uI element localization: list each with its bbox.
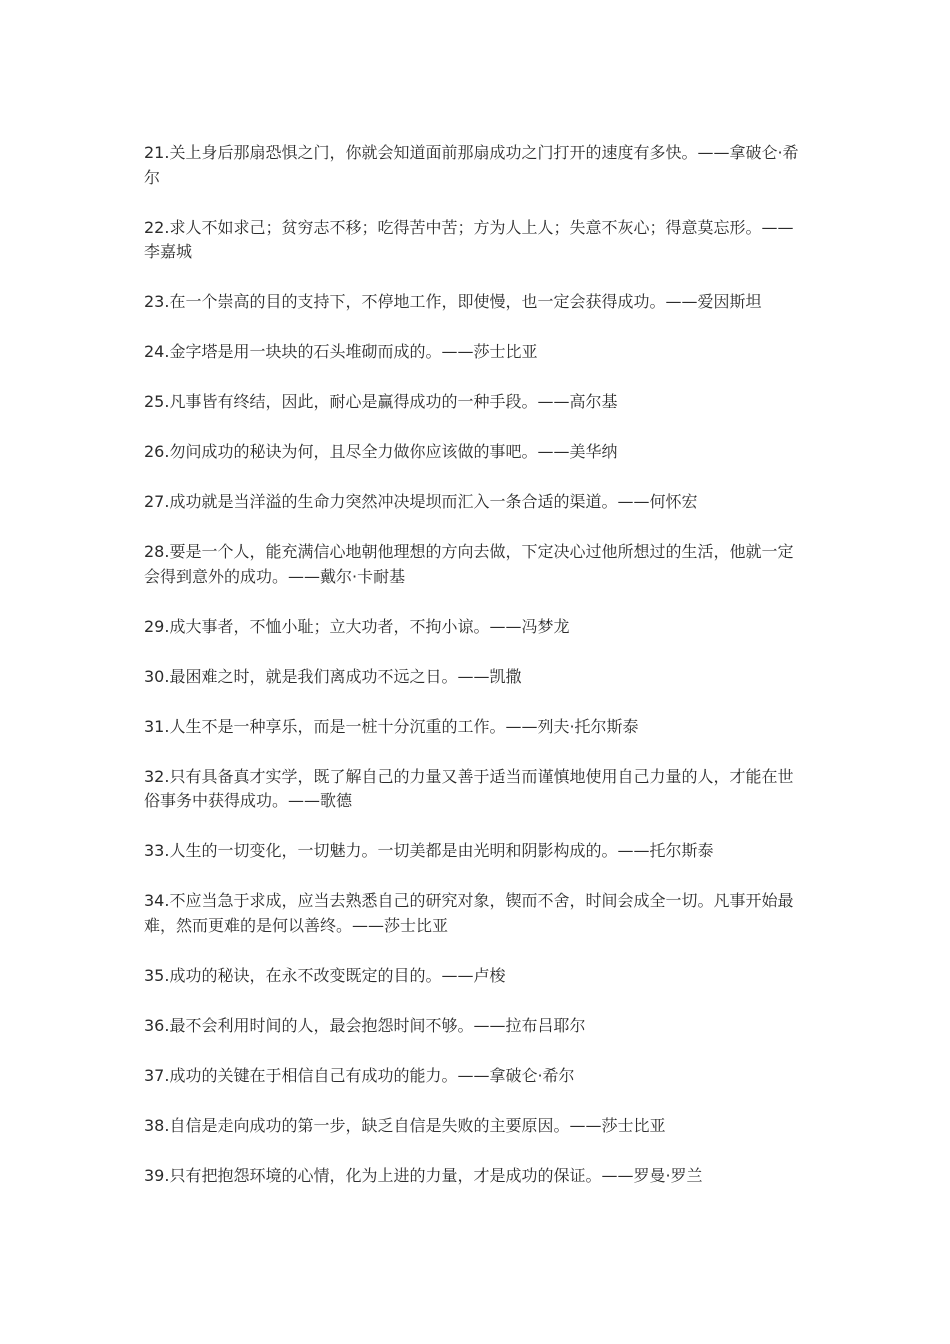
quote-item-32: 32.只有具备真才实学，既了解自己的力量又善于适当而谨慎地使用自己力量的人，才能在世俗事务中获得成功。——歌德 [144, 766, 794, 810]
quote-item-35: 35.成功的秘诀，在永不改变既定的目的。——卢梭 [144, 965, 506, 985]
quote-item-24: 24.金字塔是用一块块的石头堆砌而成的。——莎士比亚 [144, 342, 538, 361]
quote-item-36: 36.最不会利用时间的人，最会抱怨时间不够。——拉布吕耶尔 [144, 1015, 586, 1035]
quote-item-25: 25.凡事皆有终结，因此，耐心是赢得成功的一种手段。——高尔基 [144, 392, 618, 411]
quote-item-26: 26.勿问成功的秘诀为何，且尽全力做你应该做的事吧。——美华纳 [144, 442, 618, 461]
quote-item-37: 37.成功的关键在于相信自己有成功的能力。——拿破仑·希尔 [144, 1065, 575, 1085]
quote-item-21: 21.关上身后那扇恐惧之门，你就会知道面前那扇成功之门打开的速度有多快。——拿破仑·希尔 [144, 143, 799, 187]
quote-item-28: 28.要是一个人，能充满信心地朝他理想的方向去做，下定决心过他所想过的生活，他就一定会得到意外的成功。——戴尔·卡耐基 [144, 542, 794, 586]
quote-item-27: 27.成功就是当洋溢的生命力突然冲决堤坝而汇入一条合适的渠道。——何怀宏 [144, 492, 698, 511]
quote-item-31: 31.人生不是一种享乐，而是一桩十分沉重的工作。——列夫·托尔斯泰 [144, 716, 639, 736]
quote-item-34: 34.不应当急于求成，应当去熟悉自己的研究对象，锲而不舍，时间会成全一切。凡事开始最难，然而更难的是何以善终。——莎士比亚 [144, 891, 794, 935]
quote-item-22: 22.求人不如求己；贫穷志不移；吃得苦中苦；方为人上人；失意不灰心；得意莫忘形。——李嘉城 [144, 217, 794, 261]
quote-item-38: 38.自信是走向成功的第一步，缺乏自信是失败的主要原因。——莎士比亚 [144, 1115, 666, 1135]
quote-item-39: 39.只有把抱怨环境的心情，化为上进的力量，才是成功的保证。——罗曼·罗兰 [144, 1165, 703, 1185]
quote-list [144, 141, 808, 1214]
quote-item-33: 33.人生的一切变化，一切魅力。一切美都是由光明和阴影构成的。——托尔斯泰 [144, 841, 714, 860]
quote-item-29: 29.成大事者，不恤小耻；立大功者，不拘小谅。——冯梦龙 [144, 616, 570, 636]
quote-item-30: 30.最困难之时，就是我们离成功不远之日。——凯撒 [144, 666, 522, 686]
quote-item-23: 23.在一个崇高的目的支持下，不停地工作，即使慢，也一定会获得成功。——爱因斯坦 [144, 292, 762, 311]
